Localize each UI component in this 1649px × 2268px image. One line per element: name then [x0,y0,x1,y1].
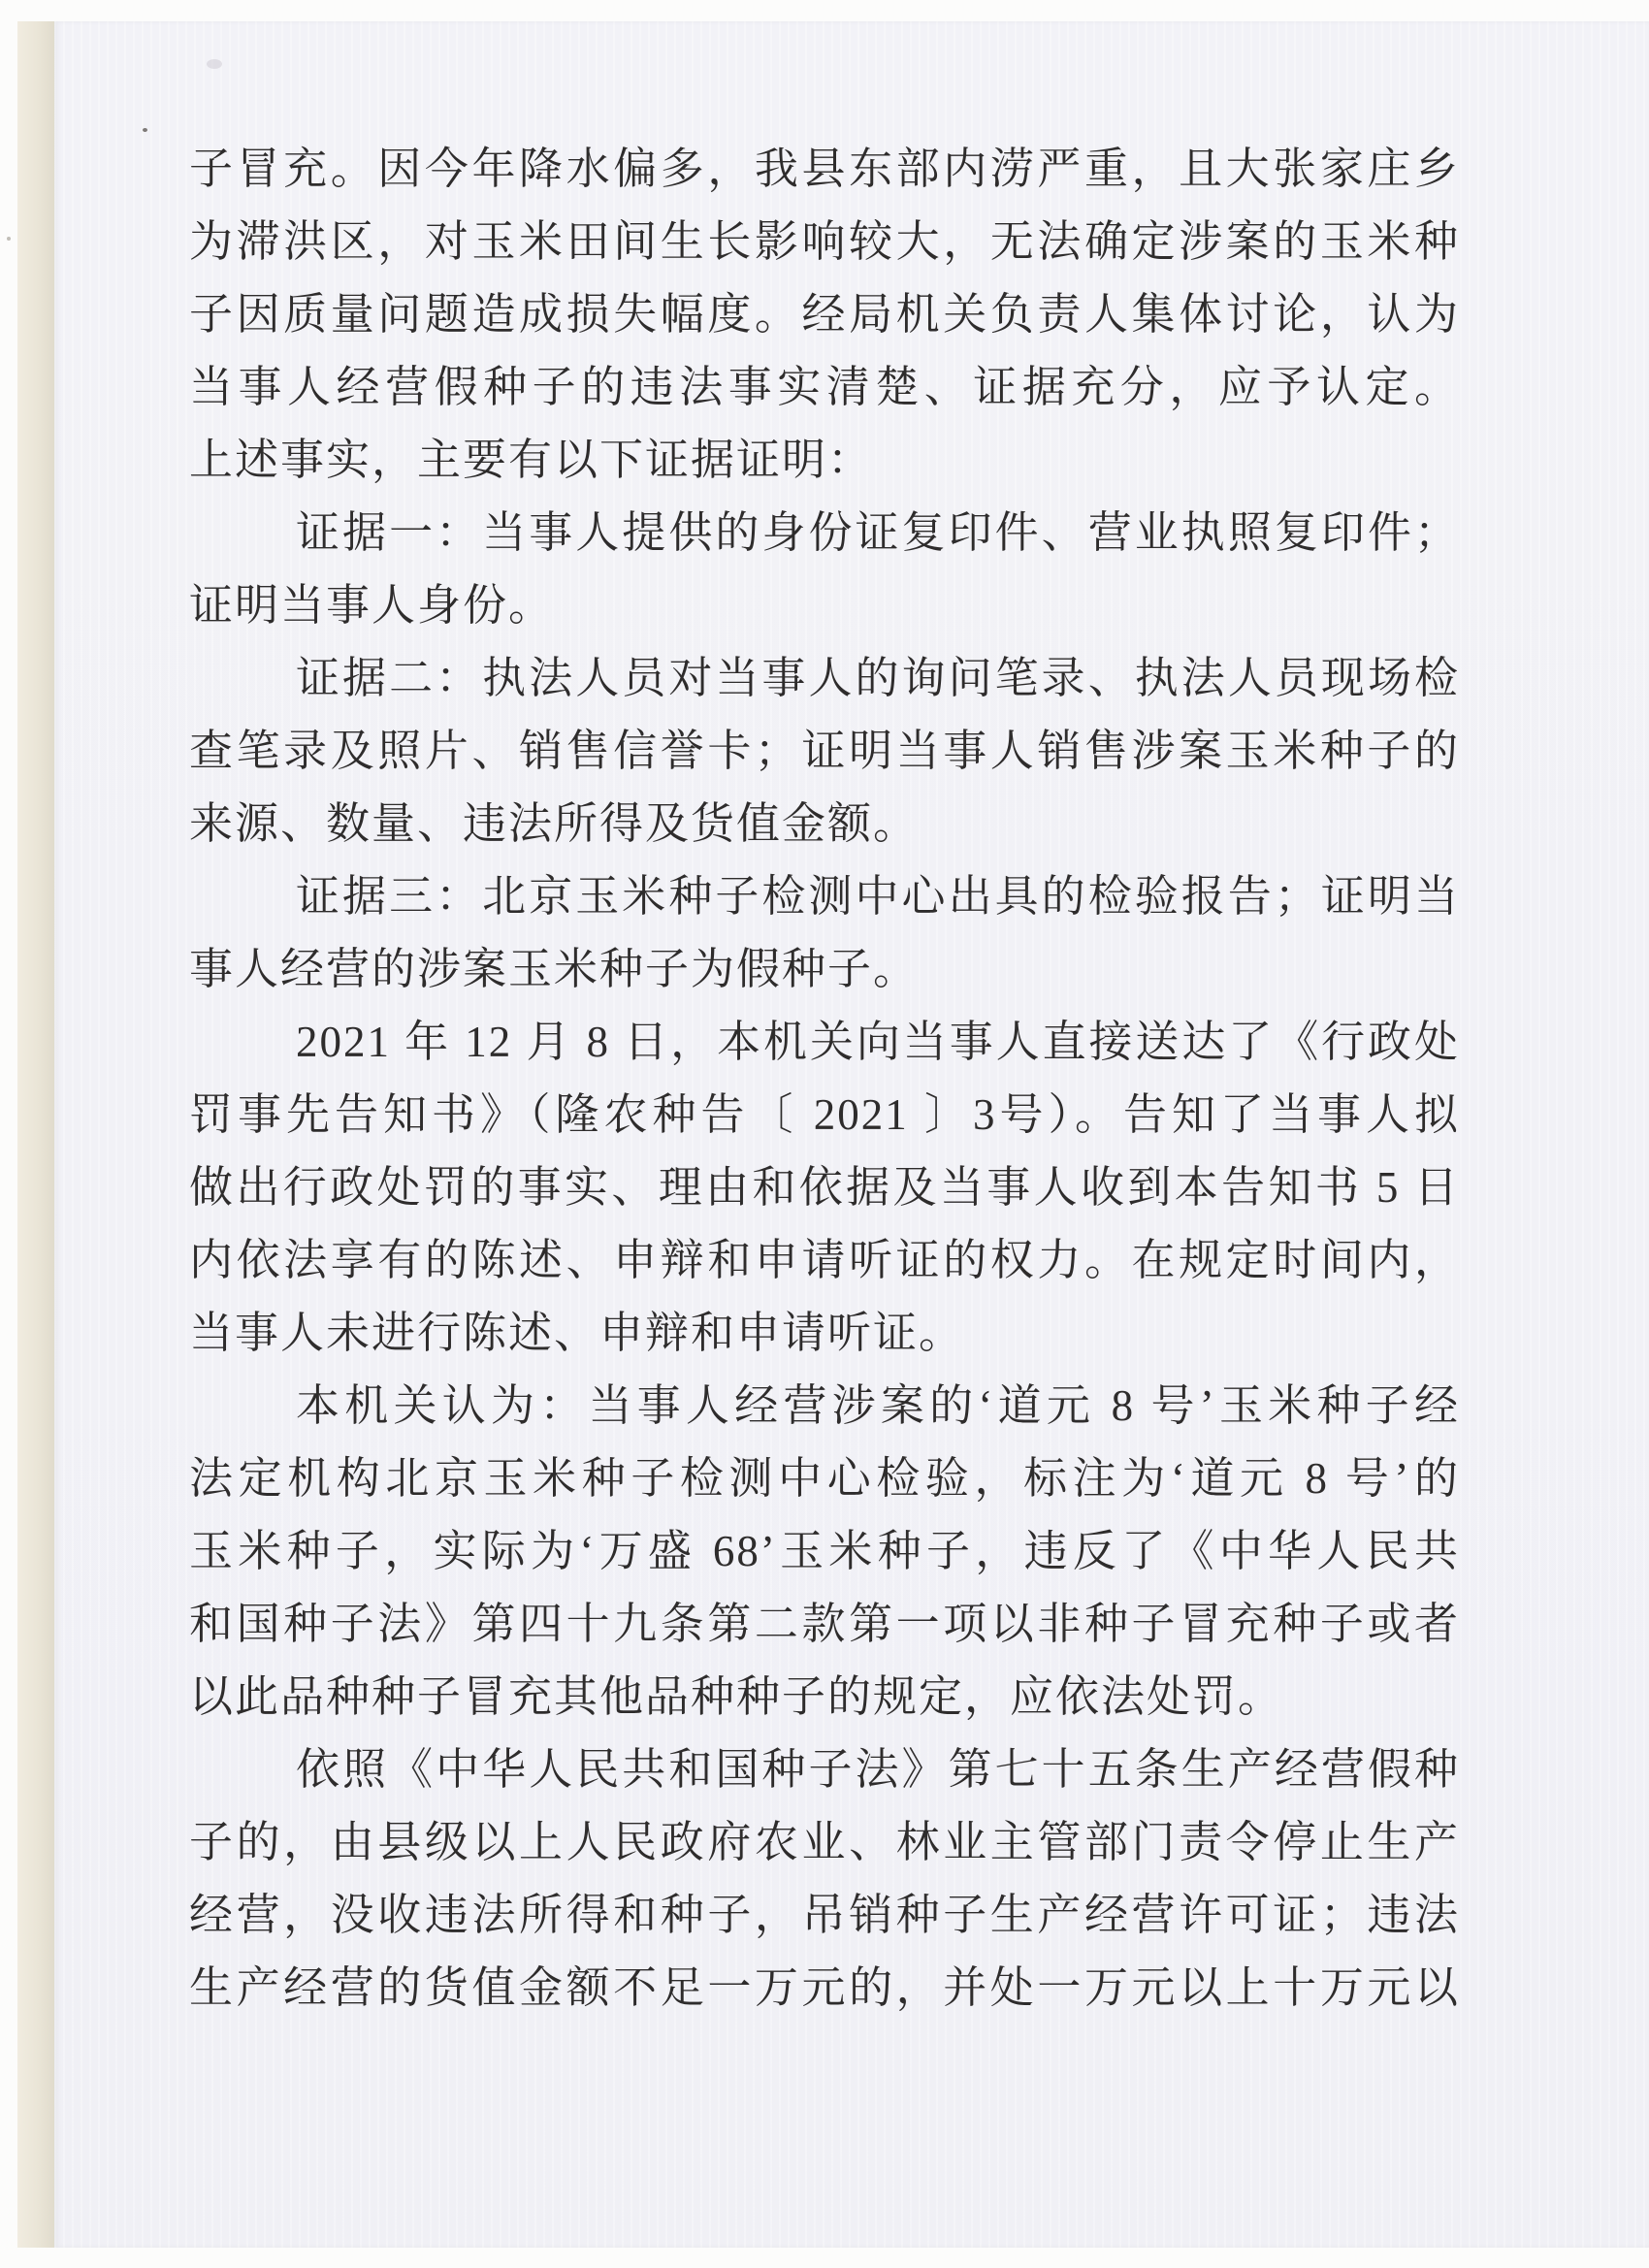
text-line: 依照《中华人民共和国种子法》第七十五条生产经营假种 [296,1745,1460,1794]
scan-speck [7,237,11,241]
document-text-block [189,133,1460,2025]
text-line: 为滞洪区，对玉米田间生长影响较大，无法确定涉案的玉米种 [189,217,1460,266]
text-line: 证据二：执法人员对当事人的询问笔录、执法人员现场检 [296,654,1460,702]
text-line: 事人经营的涉案玉米种子为假种子。 [189,945,920,993]
text-line: 罚事先告知书》（隆农种告〔 2021 〕3号）。告知了当事人拟 [189,1090,1460,1139]
text-line: 子冒充。因今年降水偏多，我县东部内涝严重，且大张家庄乡 [189,145,1460,193]
text-line: 经营，没收违法所得和种子，吊销种子生产经营许可证；违法 [189,1891,1460,1939]
scan-speck [143,128,147,132]
text-line: 当事人未进行陈述、申辩和申请听证。 [189,1309,965,1357]
text-line: 证据一：当事人提供的身份证复印件、营业执照复印件； [296,508,1460,557]
scan-speck [207,59,222,69]
scanned-page [54,21,1649,2248]
text-line: 做出行政处罚的事实、理由和依据及当事人收到本告知书 5 日 [189,1163,1460,1212]
text-line: 当事人经营假种子的违法事实清楚、证据充分，应予认定。 [189,363,1460,411]
text-line: 本机关认为：当事人经营涉案的‘道元 8 号’玉米种子经 [296,1381,1460,1430]
text-line: 2021 年 12 月 8 日，本机关向当事人直接送达了《行政处 [296,1018,1460,1066]
text-line: 上述事实，主要有以下证据证明： [189,436,874,484]
text-line: 和国种子法》第四十九条第二款第一项以非种子冒充种子或者 [189,1600,1460,1648]
text-line: 玉米种子，实际为‘万盛 68’玉米种子，违反了《中华人民共 [189,1527,1460,1575]
text-line: 子的，由县级以上人民政府农业、林业主管部门责令停止生产 [189,1818,1460,1866]
text-line: 来源、数量、违法所得及货值金额。 [189,799,920,848]
text-line: 证据三：北京玉米种子检测中心出具的检验报告；证明当 [296,872,1460,921]
text-line: 子因质量问题造成损失幅度。经局机关负责人集体讨论，认为 [189,290,1460,339]
text-line: 证明当事人身份。 [189,581,555,630]
text-line: 生产经营的货值金额不足一万元的，并处一万元以上十万元以 [189,1963,1460,2012]
text-line: 查笔录及照片、销售信誉卡；证明当事人销售涉案玉米种子的 [189,727,1460,775]
paper-left-cut-edge [17,21,54,2248]
text-line: 法定机构北京玉米种子检测中心检验，标注为‘道元 8 号’的 [189,1454,1460,1503]
text-line: 以此品种种子冒充其他品种种子的规定，应依法处罚。 [189,1672,1284,1721]
text-line: 内依法享有的陈述、申辩和申请听证的权力。在规定时间内， [189,1236,1460,1284]
